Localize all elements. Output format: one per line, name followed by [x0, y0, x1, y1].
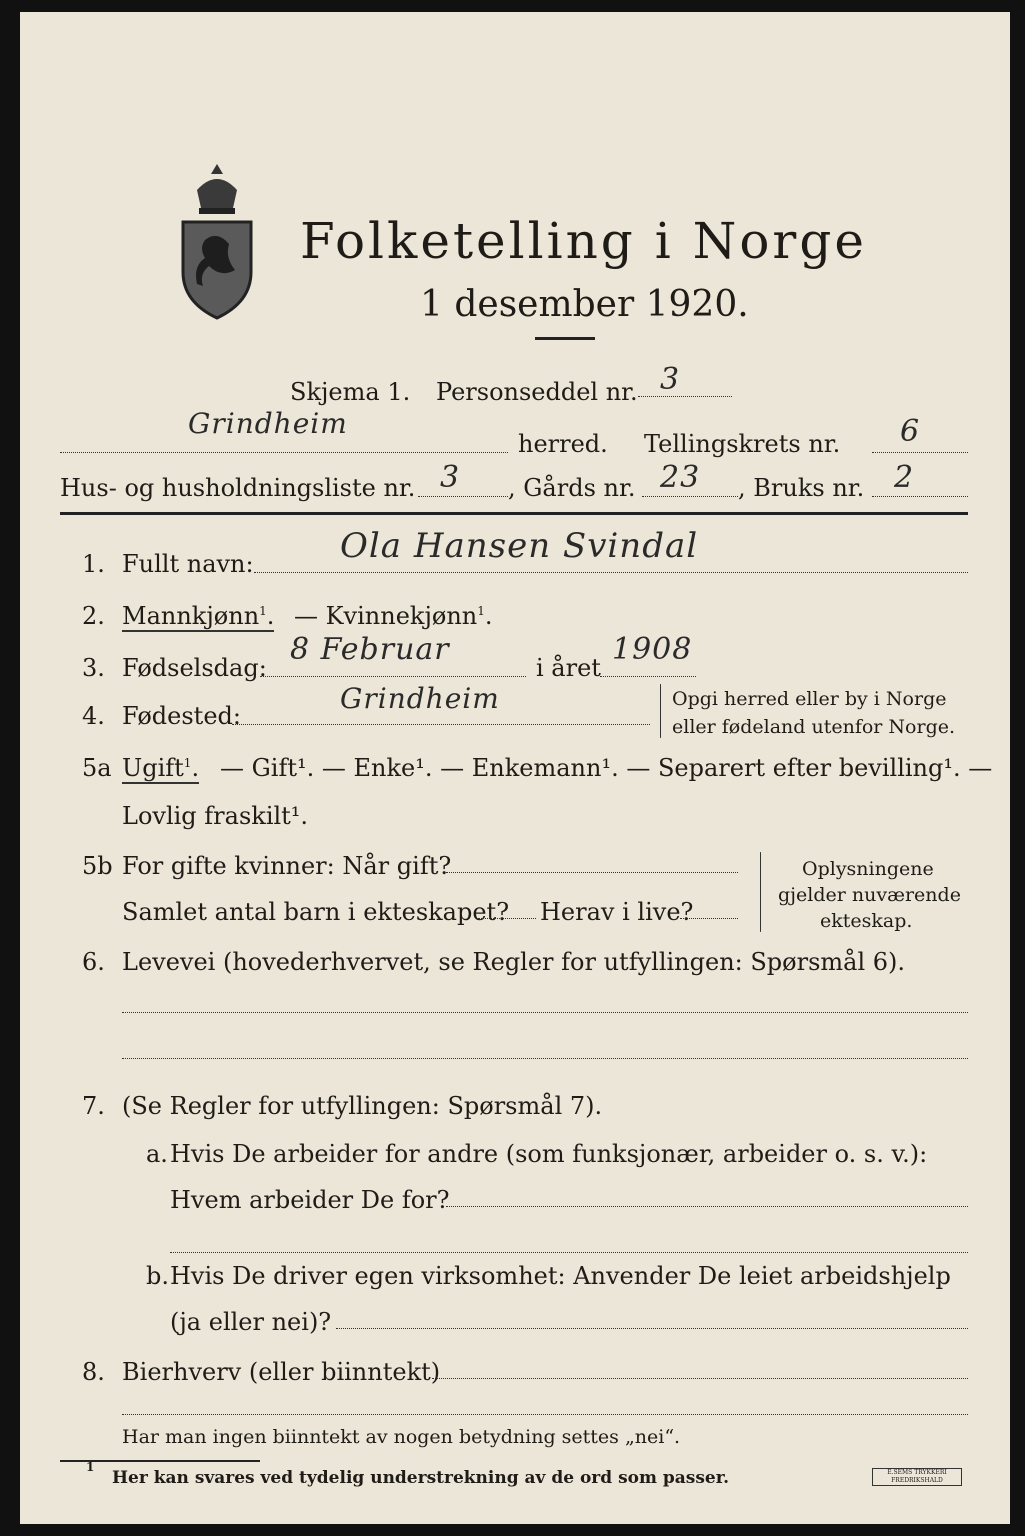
- footnote-text: Her kan svares ved tydelig understrekning av de ord som passer.: [112, 1468, 730, 1488]
- q1-label: Fullt navn:: [122, 550, 254, 578]
- q7a-letter: a.: [146, 1140, 168, 1168]
- q2-number: 2.: [82, 602, 105, 630]
- title-divider: [535, 337, 595, 340]
- q6-field-2: [122, 1058, 968, 1059]
- q3-year-label: i året: [536, 654, 601, 682]
- census-form: [20, 12, 1010, 1524]
- personseddel-label: Personseddel nr.: [436, 378, 638, 406]
- q7-number: 7.: [82, 1092, 105, 1120]
- q7b-field: [336, 1328, 968, 1329]
- printer-stamp: E.SEMS TRYKKERI FREDRIKSHALD: [872, 1468, 962, 1486]
- q5b-label-1: For gifte kvinner: Når gift?: [122, 852, 452, 880]
- q7b-letter: b.: [146, 1262, 169, 1290]
- q7-label: (Se Regler for utfyllingen: Spørsmål 7).: [122, 1092, 603, 1120]
- q4-birthplace: Grindheim: [340, 682, 500, 715]
- q5b-note-2: gjelder nuværende: [778, 884, 961, 906]
- q7b-line-2: (ja eller nei)?: [170, 1308, 332, 1336]
- header-rule: [60, 512, 968, 515]
- q1-full-name: Ola Hansen Svindal: [340, 526, 699, 566]
- q2-mannkjonn: Mannkjønn$^1$.: [122, 602, 275, 630]
- q2-kvinnekjonn: — Kvinnekjønn$^1$.: [294, 602, 493, 630]
- q3-birthday: 8 Februar: [290, 632, 450, 667]
- coat-of-arms-icon: [175, 160, 259, 320]
- q7a-line-1: Hvis De arbeider for andre (som funksjonær, arbeider o. s. v.):: [170, 1140, 928, 1168]
- gards-label: , Gårds nr.: [508, 474, 636, 502]
- tellingskrets-field: [872, 452, 968, 453]
- bruks-field: [872, 496, 968, 497]
- personseddel-field: [638, 396, 732, 397]
- q1-number: 1.: [82, 550, 105, 578]
- q7a-field-2: [170, 1252, 968, 1253]
- q5b-note-1: Oplysningene: [802, 858, 934, 880]
- tellingskrets-value: 6: [900, 414, 921, 449]
- q6-number: 6.: [82, 948, 105, 976]
- census-date: 1 desember 1920.: [420, 284, 749, 325]
- q3-number: 3.: [82, 654, 105, 682]
- q5a-options: — Gift¹. — Enke¹. — Enkemann¹. — Separert efter bevilling¹. —: [220, 754, 993, 782]
- q7b-line-1: Hvis De driver egen virksomhet: Anvender De leiet arbeidshjelp: [170, 1262, 951, 1290]
- q4-number: 4.: [82, 702, 105, 730]
- herred-value: Grindheim: [188, 407, 348, 440]
- q8-field-2: [122, 1414, 968, 1415]
- q5b-married-field: [446, 872, 738, 873]
- q6-field-1: [122, 1012, 968, 1013]
- tellingskrets-label: Tellingskrets nr.: [644, 430, 841, 458]
- q4-note-2: eller fødeland utenfor Norge.: [672, 716, 956, 738]
- biinntekt-note: Har man ingen biinntekt av nogen betydning settes „nei“.: [122, 1426, 681, 1448]
- q5b-number: 5b: [82, 852, 113, 880]
- q7a-field-1: [446, 1206, 968, 1207]
- q6-label: Levevei (hovederhvervet, se Regler for utfyllingen: Spørsmål 6).: [122, 948, 906, 976]
- gards-field: [642, 496, 738, 497]
- q5b-label-3: Herav i live?: [540, 898, 694, 926]
- q5b-label-2: Samlet antal barn i ekteskapet?: [122, 898, 510, 926]
- hus-label: Hus- og husholdningsliste nr.: [60, 474, 416, 502]
- q4-label: Fødested:: [122, 702, 241, 730]
- q4-field: [232, 724, 650, 725]
- q5a-line-2: Lovlig fraskilt¹.: [122, 802, 309, 830]
- bruks-label: , Bruks nr.: [738, 474, 865, 502]
- footnote-mark: 1: [86, 1460, 95, 1474]
- q8-field-1: [432, 1378, 968, 1379]
- skjema-label: Skjema 1.: [290, 378, 411, 406]
- q4-brace: [660, 684, 661, 738]
- q1-field: [254, 572, 968, 573]
- q5b-alive-field: [680, 918, 738, 919]
- q5a-ugift: Ugift$^1$.: [122, 754, 200, 782]
- herred-field: [60, 452, 508, 453]
- q5b-brace: [760, 852, 761, 932]
- personseddel-value: 3: [660, 362, 681, 397]
- q3-field: [260, 676, 526, 677]
- q3-year-field: [600, 676, 696, 677]
- q3-birth-year: 1908: [612, 632, 693, 667]
- q4-note-1: Opgi herred eller by i Norge: [672, 688, 947, 710]
- gards-value: 23: [660, 460, 701, 495]
- q5b-note-3: ekteskap.: [820, 910, 913, 932]
- hus-field: [418, 496, 508, 497]
- bruks-value: 2: [894, 460, 915, 495]
- form-title: Folketelling i Norge: [300, 212, 867, 270]
- herred-label: herred.: [518, 430, 608, 458]
- q5a-number: 5a: [82, 754, 112, 782]
- q8-label: Bierhverv (eller biinntekt): [122, 1358, 441, 1386]
- q8-number: 8.: [82, 1358, 105, 1386]
- q5b-children-field: [478, 918, 536, 919]
- q7a-line-2: Hvem arbeider De for?: [170, 1186, 450, 1214]
- hus-value: 3: [440, 460, 461, 495]
- q3-label: Fødselsdag:: [122, 654, 267, 682]
